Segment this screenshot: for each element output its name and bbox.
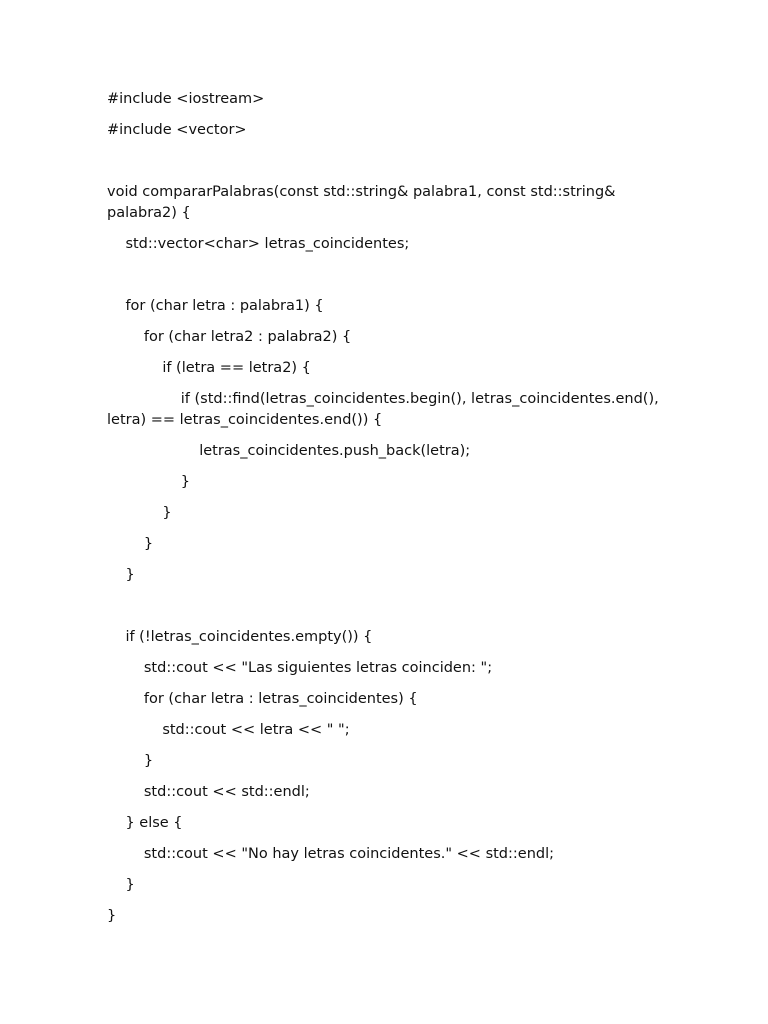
code-line: } (107, 908, 117, 924)
code-line: for (char letra2 : palabra2) { (107, 329, 352, 345)
code-line: std::cout << "Las siguientes letras coinciden: "; (107, 660, 493, 676)
code-line: } (107, 505, 172, 521)
code-line: } (107, 474, 190, 490)
code-line: } (107, 753, 154, 769)
code-block (107, 89, 667, 937)
blank-line (107, 596, 667, 617)
code-line: if (!letras_coincidentes.empty()) { (107, 629, 373, 645)
code-line: std::cout << letra << " "; (107, 722, 350, 738)
code-line: } (107, 567, 135, 583)
code-line: for (char letra : palabra1) { (107, 298, 324, 314)
code-line: void compararPalabras(const std::string& palabra1, const std::string& palabra2) { (107, 184, 621, 221)
code-line: if (letra == letra2) { (107, 360, 311, 376)
blank-line (107, 265, 667, 286)
code-line: std::vector<char> letras_coincidentes; (107, 236, 410, 252)
code-line: } (107, 536, 154, 552)
code-line: std::cout << std::endl; (107, 784, 310, 800)
code-line: } (107, 877, 135, 893)
code-line: #include <iostream> (107, 91, 265, 107)
code-line: if (std::find(letras_coincidentes.begin(), letras_coincidentes.end(), letra) == letras_coincidentes.end()) { (107, 391, 664, 428)
code-line: for (char letra : letras_coincidentes) { (107, 691, 418, 707)
blank-line (107, 151, 667, 172)
code-line: #include <vector> (107, 122, 247, 138)
code-line: letras_coincidentes.push_back(letra); (107, 443, 471, 459)
code-line: std::cout << "No hay letras coincidentes." << std::endl; (107, 846, 555, 862)
code-line: } else { (107, 815, 183, 831)
